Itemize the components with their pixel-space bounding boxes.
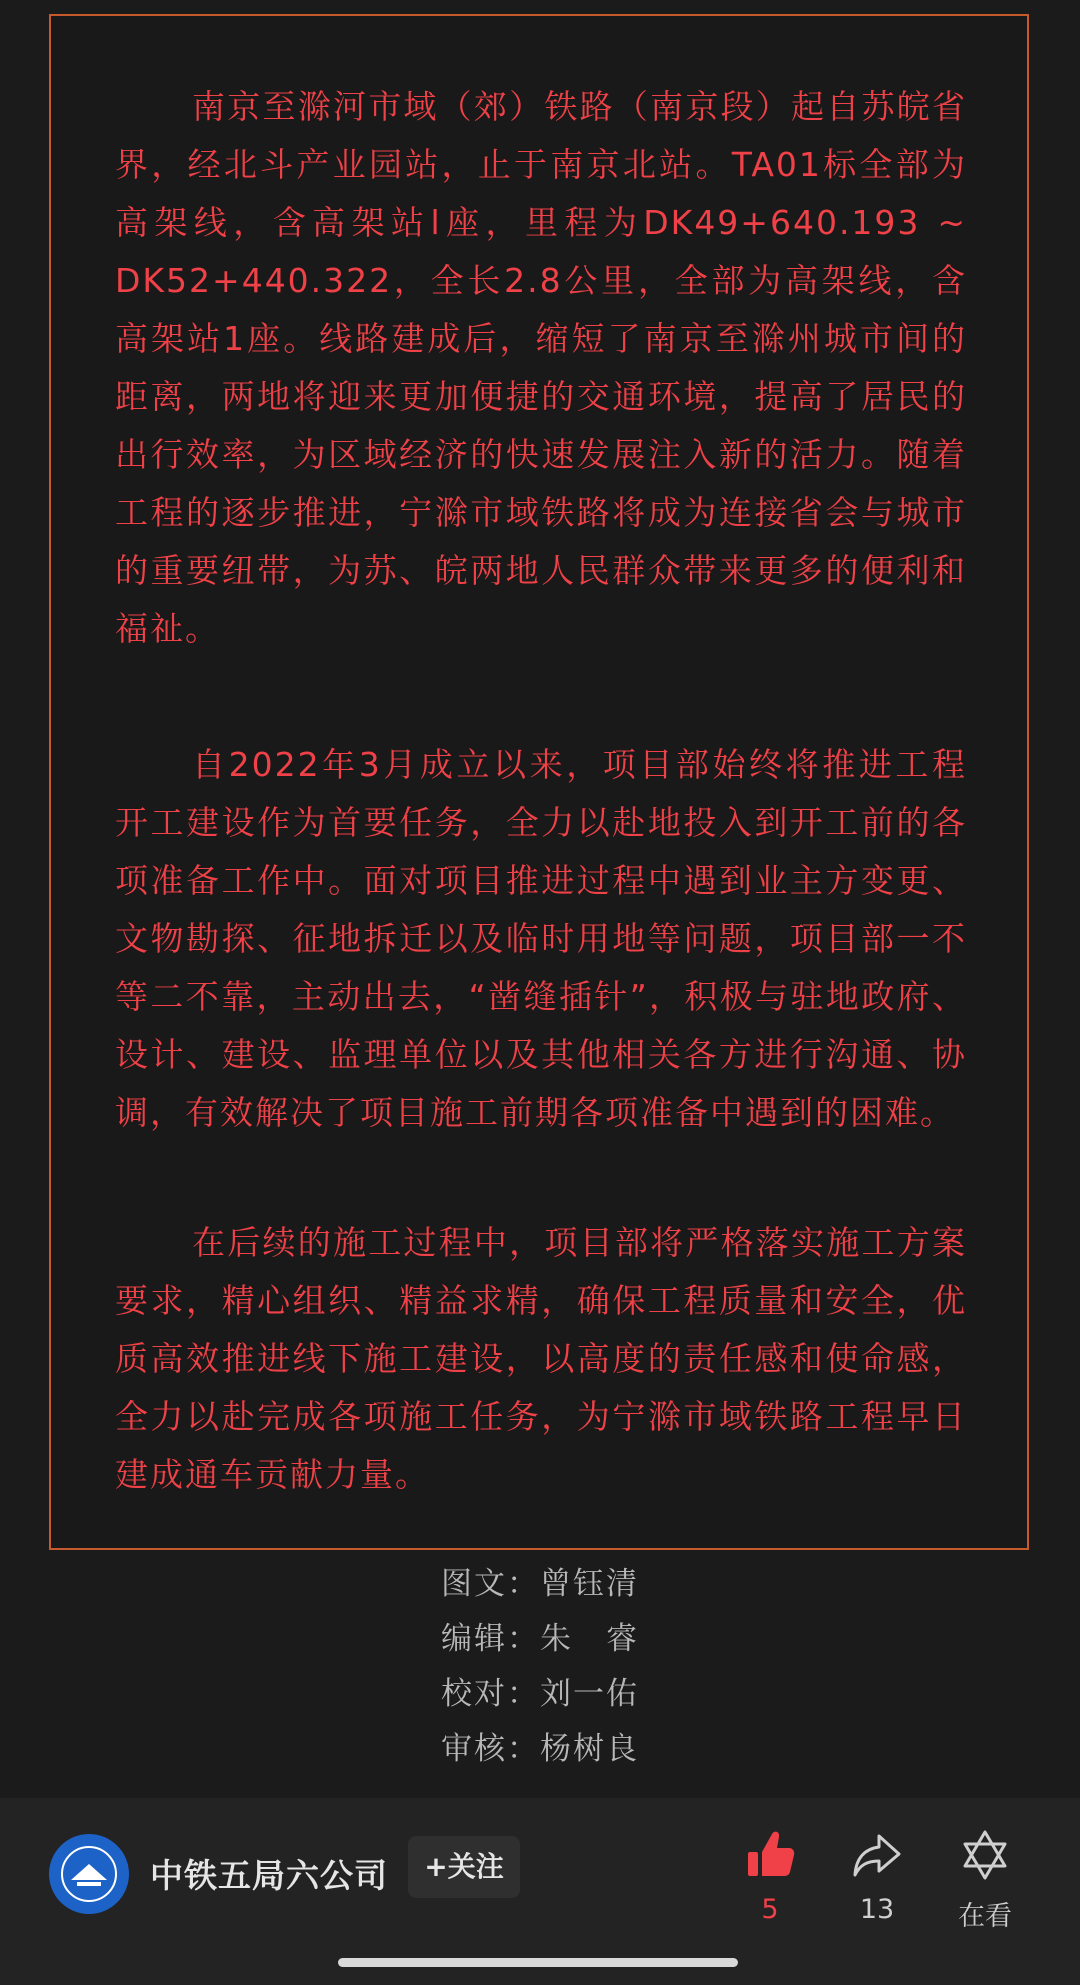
thumbs-up-icon bbox=[744, 1824, 796, 1886]
credit-label: 校对： bbox=[441, 1676, 540, 1712]
article-paragraph: 在后续的施工过程中，项目部将严格落实施工方案要求，精心组织、精益求精，确保工程质量和安全，优质高效推进线下施工建设，以高度的责任感和使命感，全力以赴完成各项施工任务，为宁滁市域铁路工程早日建成通车贡献力量。 bbox=[115, 1223, 967, 1494]
credit-name: 朱 睿 bbox=[540, 1621, 639, 1657]
credit-editor bbox=[0, 1612, 1080, 1667]
article-paragraph: 南京至滁河市域（郊）铁路（南京段）起自苏皖省界，经北斗产业园站，止于南京北站。TA01标全部为高架线，含高架站l座，里程为DK49+640.193 ~ DK52+440.322，全长2.8公里，全部为高架线，含高架站1座。线路建成后，缩短了南京至滁州城市间的距离，两地将迎来更加便捷的交通环境，提高了居民的出行效率，为区域经济的快速发展注入新的活力。随着工程的逐步推进，宁滁市域铁路将成为连接省会与城市的重要纽带，为苏、皖两地人民群众带来更多的便利和福祉。 bbox=[115, 87, 967, 648]
watching-label: 在看 bbox=[958, 1901, 1012, 1932]
credit-photo-text bbox=[0, 1557, 1080, 1612]
credit-label: 编辑： bbox=[441, 1621, 540, 1657]
credit-proofreader bbox=[0, 1667, 1080, 1722]
like-count: 5 bbox=[761, 1894, 779, 1925]
home-indicator[interactable] bbox=[338, 1958, 738, 1967]
watching-button[interactable] bbox=[940, 1824, 1030, 1933]
share-count: 13 bbox=[859, 1894, 895, 1925]
credit-reviewer bbox=[0, 1722, 1080, 1777]
credit-name: 刘一佑 bbox=[540, 1676, 639, 1712]
share-icon bbox=[851, 1824, 903, 1886]
article-paragraph: 自2022年3月成立以来，项目部始终将推进工程开工建设作为首要任务，全力以赴地投入到开工前的各项准备工作中。面对项目推进过程中遇到业主方变更、文物勘探、征地拆迁以及临时用地等问题，项目部一不等二不靠，主动出去，“凿缝插针”，积极与驻地政府、设计、建设、监理单位以及其他相关各方进行沟通、协调，有效解决了项目施工前期各项准备中遇到的困难。 bbox=[115, 745, 967, 1132]
bottom-action-bar bbox=[0, 1798, 1080, 1985]
article-frame bbox=[49, 14, 1029, 1550]
credits bbox=[0, 1557, 1080, 1777]
account-avatar[interactable] bbox=[49, 1834, 129, 1914]
company-logo-icon bbox=[57, 1842, 121, 1906]
credit-label: 审核： bbox=[441, 1731, 540, 1767]
follow-button[interactable]: +关注 bbox=[408, 1836, 520, 1898]
like-button[interactable] bbox=[725, 1824, 815, 1925]
credit-label: 图文： bbox=[441, 1566, 540, 1602]
star-of-david-icon bbox=[957, 1824, 1013, 1886]
account-name[interactable]: 中铁五局六公司 bbox=[150, 1856, 388, 1895]
credit-name: 曾钰清 bbox=[540, 1566, 639, 1602]
share-button[interactable] bbox=[832, 1824, 922, 1925]
credit-name: 杨树良 bbox=[540, 1731, 639, 1767]
